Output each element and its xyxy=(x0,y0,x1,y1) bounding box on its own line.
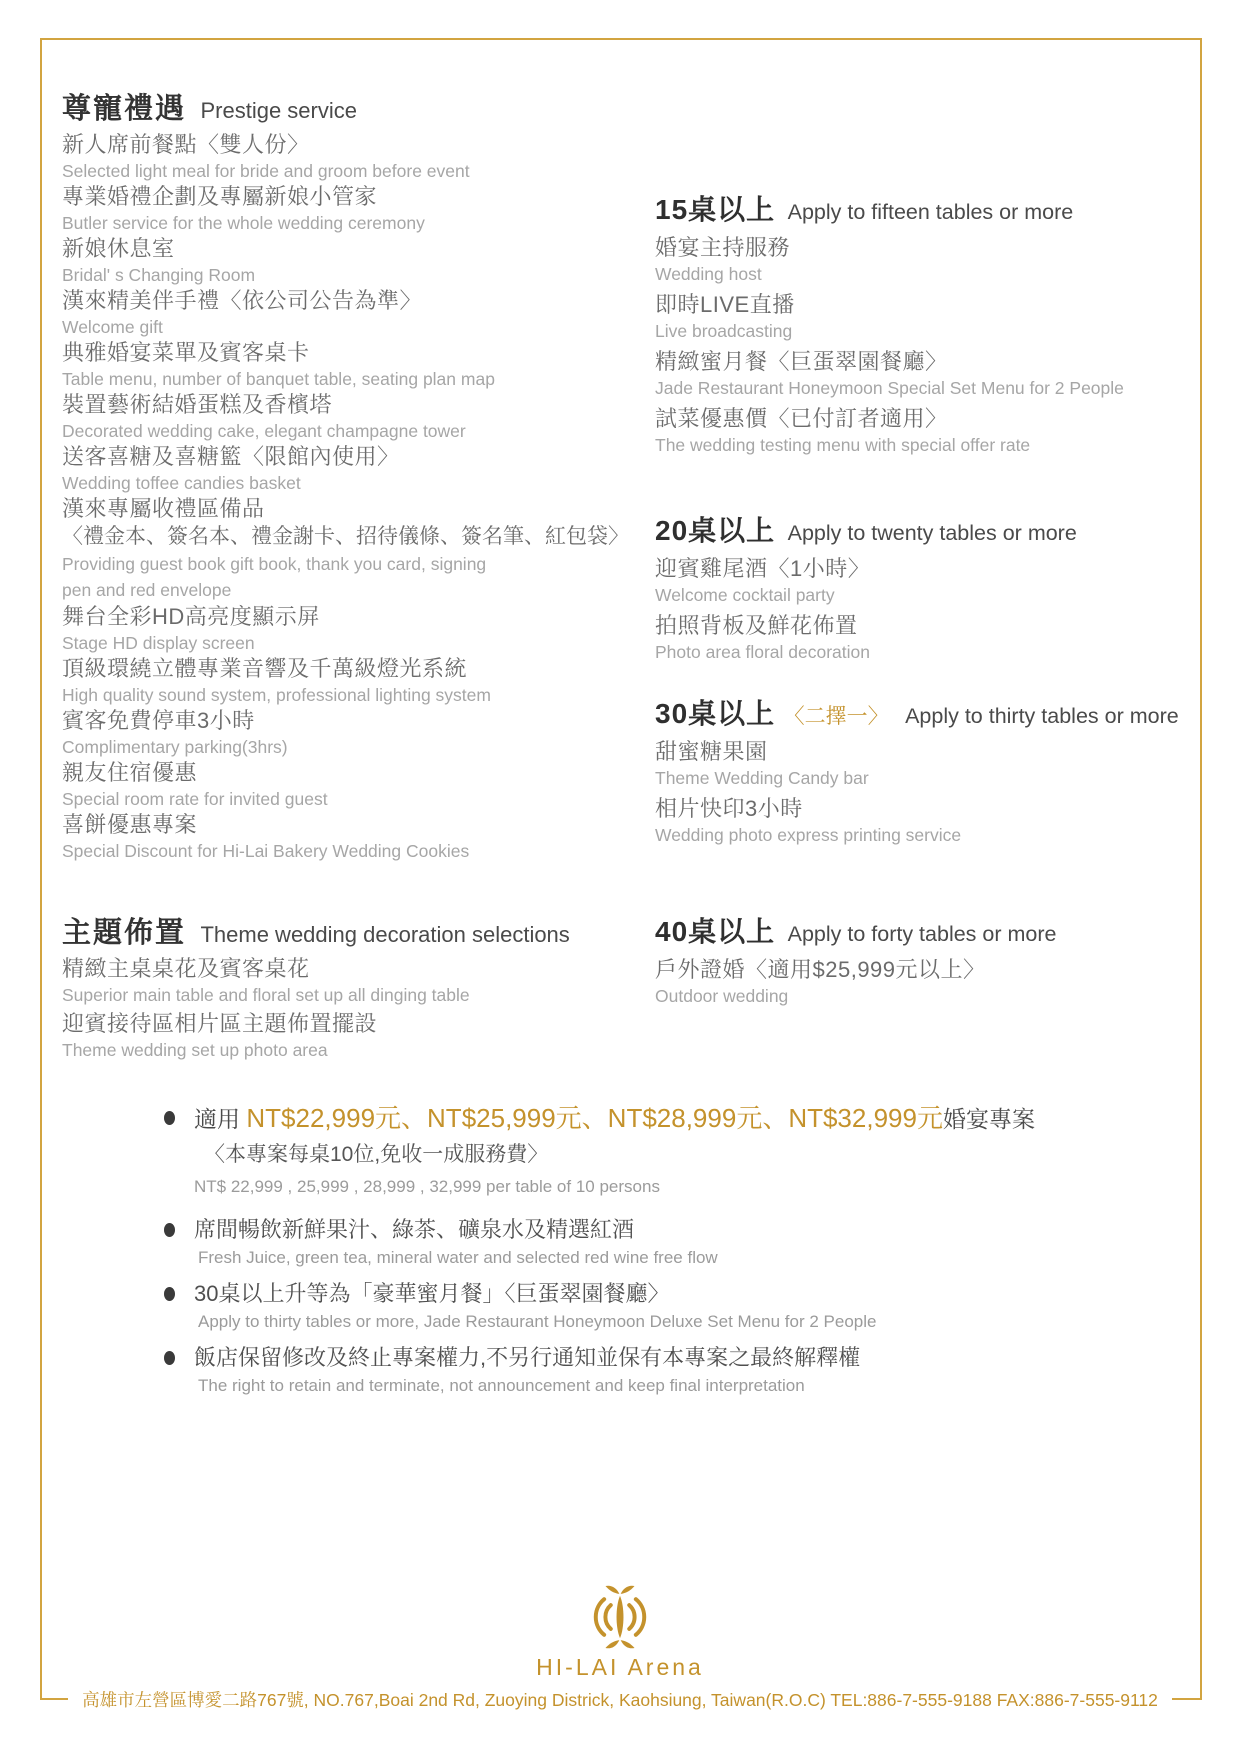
service-item xyxy=(62,235,622,287)
tier-40-heading xyxy=(655,910,1195,950)
section-prestige xyxy=(62,86,629,863)
service-item xyxy=(62,603,622,655)
prestige-heading xyxy=(62,86,622,127)
tier-choose-one-note: 〈二擇一〉 xyxy=(783,705,889,728)
service-item xyxy=(655,555,1195,607)
service-item xyxy=(655,234,1195,286)
item-zh-line2: 〈禮金本、簽名本、禮金謝卡、招待儀條、簽名筆、紅包袋〉 xyxy=(62,525,629,548)
item-en: Superior main table and floral set up all dinging table xyxy=(62,985,470,1005)
item-zh: 甜蜜糖果園 xyxy=(655,739,768,764)
item-en: Welcome gift xyxy=(62,317,163,337)
item-zh: 新娘休息室 xyxy=(62,236,175,261)
item-zh: 新人席前餐點〈雙人份〉 xyxy=(62,132,310,157)
theme-item-list xyxy=(62,955,622,1062)
item-zh: 頂級環繞立體專業音響及千萬級燈光系統 xyxy=(62,656,468,681)
note-en: Fresh Juice, green tea, mineral water and selected red wine free flow xyxy=(198,1248,718,1267)
item-en: Theme Wedding Candy bar xyxy=(655,768,869,788)
section-tier-15 xyxy=(655,188,1195,462)
footer-address: 高雄市左營區博愛二路767號, NO.767,Boai 2nd Rd, Zuoying Districk, Kaohsiung, Taiwan(R.O.C) TEL:886-7-555-9188 FAX:886-7-555-9112 xyxy=(68,1688,1172,1712)
item-zh: 試菜優惠價〈已付訂者適用〉 xyxy=(655,406,948,431)
theme-heading xyxy=(62,910,622,951)
item-en: Theme wedding set up photo area xyxy=(62,1040,328,1060)
section-tier-40 xyxy=(655,910,1195,1013)
tier-title-zh: 15桌以上 xyxy=(655,194,776,225)
tier-title-zh: 20桌以上 xyxy=(655,515,776,546)
service-item xyxy=(62,183,622,235)
note-disclaimer xyxy=(164,1343,1164,1399)
note-en: The right to retain and terminate, not announcement and keep final interpretation xyxy=(198,1376,805,1395)
item-en: Outdoor wedding xyxy=(655,986,789,1006)
section-tier-20 xyxy=(655,509,1195,669)
note-pricing xyxy=(164,1100,1164,1201)
hi-lai-emblem-icon xyxy=(585,1584,655,1650)
prestige-item-list xyxy=(62,131,629,863)
service-item xyxy=(655,405,1195,457)
section-tier-30 xyxy=(655,692,1195,852)
note-free-flow xyxy=(164,1215,1164,1271)
theme-title-en: Theme wedding decoration selections xyxy=(200,922,570,947)
item-zh: 專業婚禮企劃及專屬新娘小管家 xyxy=(62,184,378,209)
tier-15-items xyxy=(655,234,1195,457)
service-item xyxy=(62,759,622,811)
pricing-prefix: 適用 xyxy=(194,1106,247,1132)
service-item xyxy=(62,443,622,495)
notes-list xyxy=(164,1100,1164,1407)
bullet-dot-icon xyxy=(164,1111,175,1125)
item-zh: 婚宴主持服務 xyxy=(655,235,791,260)
item-zh: 拍照背板及鮮花佈置 xyxy=(655,613,858,638)
note-upgrade xyxy=(164,1279,1164,1335)
item-zh: 裝置藝術結婚蛋糕及香檳塔 xyxy=(62,392,333,417)
footer xyxy=(0,1688,1240,1712)
item-zh: 漢來精美伴手禮〈依公司公告為準〉 xyxy=(62,288,423,313)
item-en: Providing guest book gift book, thank you card, signing xyxy=(62,554,487,574)
pricing-detail-en: NT$ 22,999 , 25,999 , 28,999 , 32,999 per table of 10 persons xyxy=(194,1177,660,1196)
tier-title-zh: 30桌以上 xyxy=(655,698,776,729)
tier-20-heading xyxy=(655,509,1195,549)
pricing-suffix: 婚宴專案 xyxy=(942,1106,1035,1132)
item-zh: 賓客免費停車3小時 xyxy=(62,708,255,733)
item-en: Decorated wedding cake, elegant champagne tower xyxy=(62,421,466,441)
service-item xyxy=(655,291,1195,343)
tier-title-en: Apply to forty tables or more xyxy=(787,922,1057,946)
item-zh: 迎賓雞尾酒〈1小時〉 xyxy=(655,556,871,581)
bullet-dot-icon xyxy=(164,1351,175,1365)
service-item xyxy=(62,955,622,1007)
item-en: Welcome cocktail party xyxy=(655,585,835,605)
note-zh: 席間暢飲新鮮果汁、綠茶、礦泉水及精選紅酒 xyxy=(194,1217,635,1242)
item-en: Jade Restaurant Honeymoon Special Set Menu for 2 People xyxy=(655,378,1124,398)
tier-title-zh: 40桌以上 xyxy=(655,916,776,947)
item-en: Special Discount for Hi-Lai Bakery Wedding Cookies xyxy=(62,841,470,861)
service-item xyxy=(62,1010,622,1062)
section-theme-decoration xyxy=(62,910,622,1065)
item-zh: 親友住宿優惠 xyxy=(62,760,198,785)
bullet-dot-icon xyxy=(164,1287,175,1301)
item-zh: 精緻蜜月餐〈巨蛋翠園餐廳〉 xyxy=(655,349,948,374)
tier-title-en: Apply to fifteen tables or more xyxy=(787,200,1074,224)
service-item xyxy=(655,956,1195,1008)
pricing-line xyxy=(194,1100,1164,1137)
tier-30-items xyxy=(655,738,1195,847)
item-zh: 即時LIVE直播 xyxy=(655,292,795,317)
pricing-detail-zh: 〈本專案每桌10位,免收一成服務費〉 xyxy=(204,1143,549,1166)
item-en: Stage HD display screen xyxy=(62,633,255,653)
tier-15-heading xyxy=(655,188,1195,228)
brand-logo xyxy=(0,1584,1240,1681)
item-en: Photo area floral decoration xyxy=(655,642,870,662)
item-en: Complimentary parking(3hrs) xyxy=(62,737,288,757)
item-en: Wedding photo express printing service xyxy=(655,825,962,845)
tier-title-en: Apply to twenty tables or more xyxy=(787,521,1077,545)
service-item xyxy=(62,391,622,443)
prestige-title-en: Prestige service xyxy=(200,98,357,123)
bullet-dot-icon xyxy=(164,1223,175,1237)
service-item xyxy=(62,655,622,707)
note-en: Apply to thirty tables or more, Jade Restaurant Honeymoon Deluxe Set Menu for 2 People xyxy=(198,1312,877,1331)
service-item xyxy=(62,131,622,183)
item-zh: 送客喜糖及喜糖籃〈限館內使用〉 xyxy=(62,444,400,469)
item-en: Live broadcasting xyxy=(655,321,793,341)
theme-title-zh: 主題佈置 xyxy=(62,917,187,949)
item-zh: 典雅婚宴菜單及賓客桌卡 xyxy=(62,340,310,365)
tier-title-en: Apply to thirty tables or more xyxy=(905,704,1179,728)
service-item xyxy=(655,348,1195,400)
item-en: Selected light meal for bride and groom before event xyxy=(62,161,470,181)
item-zh: 漢來專屬收禮區備品 xyxy=(62,496,265,521)
service-item xyxy=(62,287,622,339)
item-en: Butler service for the whole wedding ceremony xyxy=(62,213,425,233)
service-item xyxy=(655,612,1195,664)
item-zh: 喜餅優惠專案 xyxy=(62,812,198,837)
service-item xyxy=(62,495,629,603)
item-en-line2: pen and red envelope xyxy=(62,580,232,600)
item-en: Wedding toffee candies basket xyxy=(62,473,301,493)
item-zh: 精緻主桌桌花及賓客桌花 xyxy=(62,956,310,981)
item-en: Wedding host xyxy=(655,264,762,284)
item-zh: 舞台全彩HD高亮度顯示屏 xyxy=(62,604,320,629)
item-en: Special room rate for invited guest xyxy=(62,789,328,809)
item-en: High quality sound system, professional lighting system xyxy=(62,685,491,705)
brand-name: HI-LAI Arena xyxy=(536,1654,704,1680)
tier-30-heading xyxy=(655,692,1195,732)
tier-20-items xyxy=(655,555,1195,664)
item-en: Bridal' s Changing Room xyxy=(62,265,256,285)
item-zh: 相片快印3小時 xyxy=(655,796,803,821)
pricing-amounts: NT$22,999元、NT$25,999元、NT$28,999元、NT$32,999元 xyxy=(246,1103,943,1133)
tier-40-items xyxy=(655,956,1195,1008)
service-item xyxy=(62,339,622,391)
service-item xyxy=(655,795,1195,847)
item-en: The wedding testing menu with special offer rate xyxy=(655,435,1031,455)
item-zh: 迎賓接待區相片區主題佈置擺設 xyxy=(62,1011,378,1036)
prestige-title-zh: 尊寵禮遇 xyxy=(62,93,187,125)
service-item xyxy=(655,738,1195,790)
service-item xyxy=(62,707,622,759)
service-item xyxy=(62,811,622,863)
note-zh: 30桌以上升等為「豪華蜜月餐」〈巨蛋翠園餐廳〉 xyxy=(194,1281,670,1306)
item-zh: 戶外證婚〈適用$25,999元以上〉 xyxy=(655,957,986,982)
note-zh: 飯店保留修改及終止專案權力,不另行通知並保有本專案之最終解釋權 xyxy=(194,1345,861,1370)
item-en: Table menu, number of banquet table, seating plan map xyxy=(62,369,495,389)
